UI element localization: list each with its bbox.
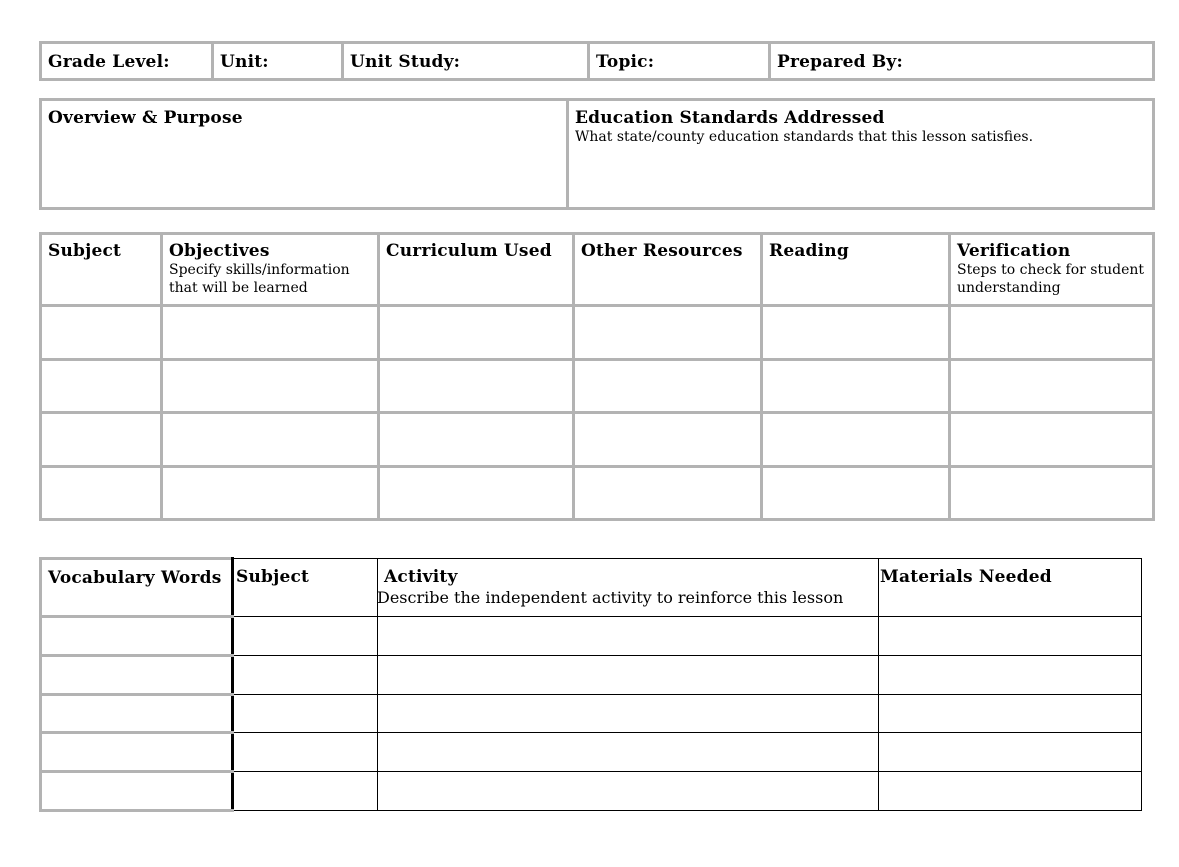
activity-header: Activity Describe the independent activity to reinforce this lesson [378, 559, 879, 617]
table-cell[interactable] [879, 733, 1142, 772]
table-cell[interactable] [762, 306, 950, 360]
materials-header: Materials Needed [879, 559, 1142, 617]
grade-level-label: Grade Level: [48, 52, 170, 72]
table-cell[interactable] [233, 733, 378, 772]
table-cell[interactable] [574, 359, 762, 413]
overview-title: Overview & Purpose [48, 108, 243, 128]
table-row [41, 694, 1142, 733]
table-cell[interactable] [41, 413, 162, 467]
table-cell[interactable] [379, 413, 574, 467]
table-cell[interactable] [162, 359, 379, 413]
table-row [41, 306, 1154, 360]
topic-label: Topic: [596, 52, 655, 72]
topic-field[interactable] [589, 43, 770, 80]
unit-field[interactable] [213, 43, 343, 80]
table-row [41, 733, 1142, 772]
lesson-plan-table [39, 232, 1155, 521]
table-row [41, 413, 1154, 467]
table-cell[interactable] [41, 306, 162, 360]
table-cell[interactable] [378, 655, 879, 694]
table-cell[interactable] [379, 466, 574, 520]
table-cell[interactable] [379, 306, 574, 360]
unit-label: Unit: [220, 52, 269, 72]
table-cell[interactable] [762, 466, 950, 520]
table-cell[interactable] [41, 617, 233, 656]
table-row [41, 617, 1142, 656]
lesson-header-table [39, 41, 1155, 81]
table-cell[interactable] [41, 694, 233, 733]
table-cell[interactable] [41, 655, 233, 694]
table-cell[interactable] [233, 655, 378, 694]
table-cell[interactable] [162, 413, 379, 467]
reading-header: Reading [762, 234, 950, 306]
table-cell[interactable] [162, 466, 379, 520]
vocabulary-header: Vocabulary Words [41, 559, 233, 617]
activity-table [39, 557, 1142, 812]
table-cell[interactable] [879, 694, 1142, 733]
other-resources-header: Other Resources [574, 234, 762, 306]
table-row [41, 772, 1142, 811]
table-cell[interactable] [378, 694, 879, 733]
table-row [41, 359, 1154, 413]
prepared-by-field[interactable] [770, 43, 1154, 80]
unit-study-field[interactable] [343, 43, 589, 80]
table-cell[interactable] [950, 466, 1154, 520]
table-cell[interactable] [41, 466, 162, 520]
unit-study-label: Unit Study: [350, 52, 461, 72]
curriculum-header: Curriculum Used [379, 234, 574, 306]
table-cell[interactable] [41, 359, 162, 413]
table-cell[interactable] [574, 466, 762, 520]
table-row [41, 466, 1154, 520]
table-cell[interactable] [574, 306, 762, 360]
table-cell[interactable] [762, 359, 950, 413]
table-cell[interactable] [879, 772, 1142, 811]
standards-title: Education Standards Addressed [575, 108, 885, 128]
prepared-by-label: Prepared By: [777, 52, 903, 72]
overview-cell[interactable] [41, 100, 568, 209]
activity-subject-header: Subject [233, 559, 378, 617]
table-row [41, 655, 1142, 694]
table-cell[interactable] [574, 413, 762, 467]
activity-description: Describe the independent activity to reinforce this lesson [377, 588, 844, 607]
standards-cell[interactable] [568, 100, 1154, 209]
table-cell[interactable] [162, 306, 379, 360]
verification-header: Verification Steps to check for student understanding [950, 234, 1154, 306]
table-cell[interactable] [233, 694, 378, 733]
table-cell[interactable] [950, 306, 1154, 360]
table-cell[interactable] [233, 617, 378, 656]
table-cell[interactable] [41, 733, 233, 772]
verification-description: Steps to check for student understanding [957, 262, 1144, 296]
table-cell[interactable] [378, 772, 879, 811]
subject-header: Subject [41, 234, 162, 306]
table-cell[interactable] [378, 617, 879, 656]
table-cell[interactable] [233, 772, 378, 811]
objectives-description: Specify skills/information that will be learned [169, 262, 350, 296]
table-cell[interactable] [879, 617, 1142, 656]
table-cell[interactable] [378, 733, 879, 772]
table-cell[interactable] [950, 413, 1154, 467]
grade-level-field[interactable] [41, 43, 213, 80]
objectives-header: Objectives Specify skills/information that will be learned [162, 234, 379, 306]
table-cell[interactable] [879, 655, 1142, 694]
overview-table [39, 98, 1155, 210]
table-cell[interactable] [41, 772, 233, 811]
table-cell[interactable] [379, 359, 574, 413]
standards-description: What state/county education standards that this lesson satisfies. [575, 129, 1034, 145]
table-cell[interactable] [762, 413, 950, 467]
table-cell[interactable] [950, 359, 1154, 413]
